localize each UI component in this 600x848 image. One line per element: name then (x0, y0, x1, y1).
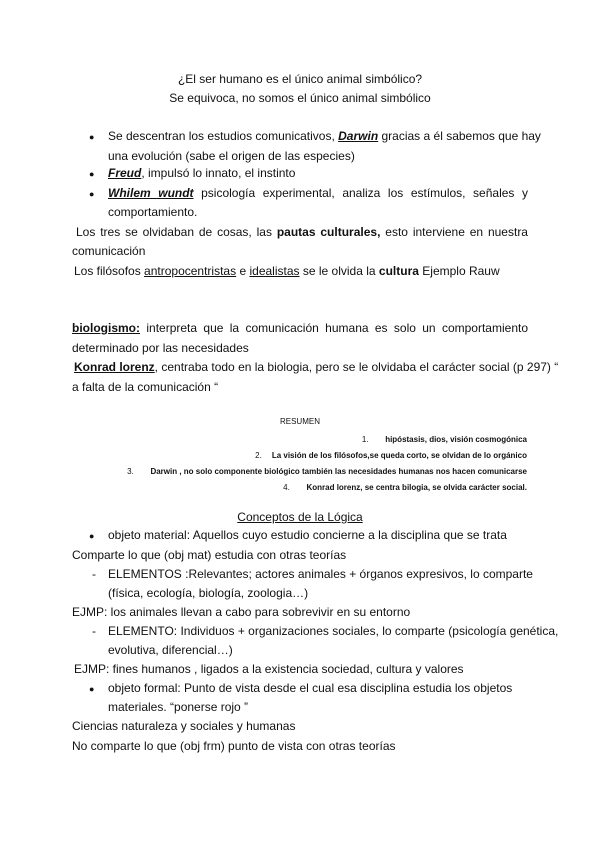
dash-marker: - (92, 567, 96, 581)
biologismo-term: biologismo: (72, 321, 140, 335)
ejmp2-line: EJMP: fines humanos , ligados a la existencia sociedad, cultura y valores (74, 662, 464, 676)
para-pautas-cont: comunicación (72, 244, 146, 258)
elementos1-line1: ELEMENTOS :Relevantes; actores animales + órganos expresivos, lo comparte (108, 567, 533, 581)
darwin-name: Darwin (338, 129, 379, 143)
biologismo-line2: determinado por las necesidades (72, 341, 249, 355)
bullet-darwin: Se descentran los estudios comunicativos, Darwin gracias a él sabemos que hay (108, 129, 541, 143)
elementos2-line1: ELEMENTO: Individuos + organizaciones sociales, lo comparte (psicología genética, (108, 624, 559, 638)
konrad-line1: Konrad lorenz, centraba todo en la biologia, pero se le olvidaba el carácter social (p 297) “ (74, 360, 559, 374)
ejmp1-line: EJMP: los animales llevan a cabo para sobrevivir en su entorno (72, 605, 411, 619)
ciencias-line: Ciencias naturaleza y sociales y humanas (72, 719, 296, 733)
obj-formal-line1: objeto formal: Punto de vista desde el cual esa disciplina estudia los objetos (108, 681, 513, 695)
resumen-heading: RESUMEN (279, 417, 320, 426)
resumen-item: 4. Konrad lorenz, se centra bilogia, se olvida carácter social. (283, 483, 527, 492)
bullet-dot: ● (89, 169, 95, 179)
bullet-dot: ● (89, 684, 95, 694)
logica-heading: Conceptos de la Lógica (237, 510, 363, 524)
dash-marker: - (92, 624, 96, 638)
konrad-term: Konrad lorenz (74, 360, 155, 374)
resumen-item: 3. Darwin , no solo componente biológico también las necesidades humanas nos hacen comunicarse (127, 467, 527, 476)
bullet-wundt-cont: comportamiento. (108, 205, 198, 219)
bullet-wundt: Whilem wundt psicología experimental, analiza los estímulos, señales y (108, 186, 528, 200)
no-comparte-line: No comparte lo que (obj frm) punto de vista con otras teorías (72, 739, 396, 753)
bullet-darwin-cont: una evolución (sabe el origen de las especies) (108, 149, 355, 163)
wundt-name: Whilem wundt (108, 186, 194, 200)
biologismo-line1: biologismo: interpreta que la comunicación humana es solo un comportamiento (72, 321, 528, 335)
para-pautas: Los tres se olvidaban de cosas, las pautas culturales, esto interviene en nuestra (76, 225, 528, 239)
para-filosofos: Los filósofos antropocentristas e idealistas se le olvida la cultura Ejemplo Rauw (74, 264, 500, 278)
bullet-dot: ● (89, 132, 95, 142)
obj-formal-line2: materiales. “ponerse rojo ” (108, 700, 249, 714)
bullet-dot: ● (89, 531, 95, 541)
resumen-item: 1. hipóstasis, dios, visión cosmogónica (361, 435, 527, 444)
resumen-item: 2. La visión de los filósofos,se queda corto, se olvidan de lo orgánico (255, 451, 527, 460)
comparte-line: Comparte lo que (obj mat) estudia con otras teorías (72, 548, 347, 562)
elementos1-line2: (física, ecología, biología, zoologia…) (108, 586, 309, 600)
obj-material: objeto material: Aquellos cuyo estudio concierne a la disciplina que se trata (108, 528, 507, 542)
freud-name: Freud (108, 166, 142, 180)
bullet-dot: ● (89, 189, 95, 199)
elementos2-line2: evolutiva, diferencial…) (108, 643, 233, 657)
page-subtitle: Se equivoca, no somos el único animal simbólico (169, 91, 431, 105)
bullet-freud: Freud, impulsó lo innato, el instinto (108, 166, 296, 180)
page-title: ¿El ser humano es el único animal simbólico? (177, 72, 423, 86)
konrad-line2: a falta de la comunicación “ (72, 380, 219, 394)
